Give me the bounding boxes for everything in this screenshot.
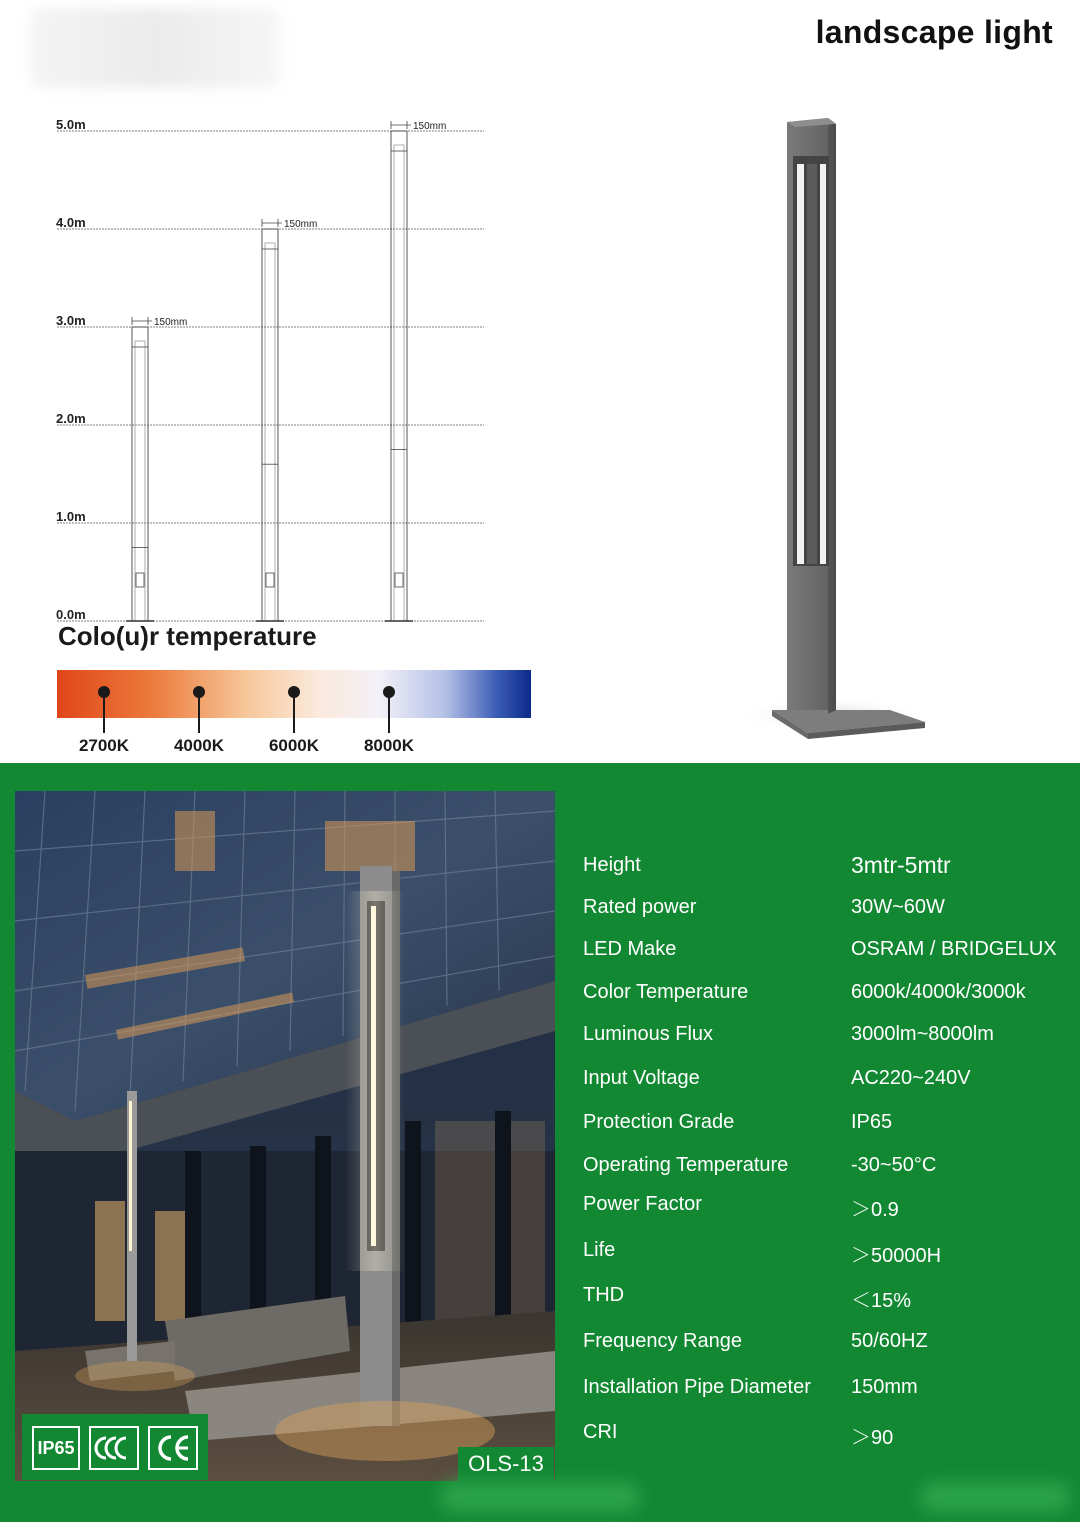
spec-value: 6000k/4000k/3000k — [851, 981, 1026, 1003]
spec-value: ＞90 — [851, 1427, 894, 1449]
pole-product-image — [730, 110, 930, 740]
model-number: OLS-13 — [458, 1447, 554, 1481]
pole-width-label: 150mm — [154, 317, 188, 328]
spec-value: ＞0.9 — [851, 1199, 899, 1221]
spec-label: Installation Pipe Diameter — [583, 1376, 811, 1398]
height-level-label: 3.0m — [56, 313, 86, 328]
height-level-label: 5.0m — [56, 117, 86, 132]
color-temperature-pointer — [293, 697, 295, 733]
pole-outline — [385, 121, 446, 621]
spec-label: Power Factor — [583, 1193, 702, 1215]
installation-photo — [15, 791, 555, 1481]
spec-value: ＞50000H — [851, 1245, 942, 1267]
spec-value: AC220~240V — [851, 1067, 971, 1089]
pole-outline — [126, 317, 187, 621]
spec-value: IP65 — [851, 1111, 893, 1133]
spec-value: OSRAM / BRIDGELUX — [851, 938, 1057, 960]
color-temperature-pointer — [388, 697, 390, 733]
spec-value: -30~50°C — [851, 1154, 937, 1176]
ip65-badge: IP65 — [32, 1426, 80, 1470]
color-temperature-label: 8000K — [363, 736, 415, 755]
color-temperature-label: 4000K — [173, 736, 225, 755]
height-levels — [56, 117, 484, 622]
height-level-label: 4.0m — [56, 215, 86, 230]
color-temperature-title: Colo(u)r temperature — [58, 621, 317, 651]
color-temperature-label: 6000K — [268, 736, 320, 755]
spec-panel — [0, 763, 1080, 1522]
color-temperature-label: 2700K — [78, 736, 130, 755]
spec-value: 3000lm~8000lm — [851, 1023, 994, 1045]
certification-badges — [22, 1414, 208, 1480]
spec-label: CRI — [583, 1421, 618, 1443]
height-diagram — [0, 95, 500, 625]
spec-label: Color Temperature — [583, 981, 749, 1003]
spec-label: LED Make — [583, 938, 677, 960]
spec-value: 3mtr-5mtr — [851, 852, 951, 878]
spec-value: ＜15% — [851, 1290, 912, 1312]
pole-width-label: 150mm — [413, 121, 447, 132]
spec-value: 150mm — [851, 1376, 918, 1398]
ce-mark-icon — [148, 1426, 198, 1470]
spec-label: Height — [583, 854, 641, 876]
spec-label: Rated power — [583, 896, 697, 918]
ccc-mark-icon — [89, 1426, 139, 1470]
spec-label: Life — [583, 1239, 616, 1261]
pole-width-label: 150mm — [284, 219, 318, 230]
height-level-label: 1.0m — [56, 509, 86, 524]
spec-value: 50/60HZ — [851, 1330, 928, 1352]
height-level-label: 0.0m — [56, 607, 86, 622]
height-level-label: 2.0m — [56, 411, 86, 426]
bottom-smudge-right — [920, 1482, 1070, 1512]
blurred-logo — [30, 8, 280, 88]
color-temperature-pointer — [198, 697, 200, 733]
spec-value: 30W~60W — [851, 896, 945, 918]
pole-drawings — [126, 121, 446, 621]
spec-label: Protection Grade — [583, 1111, 735, 1133]
spec-label: Input Voltage — [583, 1067, 700, 1089]
bottom-smudge-left — [440, 1482, 640, 1512]
spec-label: Luminous Flux — [583, 1023, 714, 1045]
pole-outline — [256, 219, 317, 621]
spec-label: THD — [583, 1284, 625, 1306]
color-temperature-pointer — [103, 697, 105, 733]
spec-label: Frequency Range — [583, 1330, 742, 1352]
spec-label: Operating Temperature — [583, 1154, 789, 1176]
page-title: landscape light — [815, 14, 1053, 50]
